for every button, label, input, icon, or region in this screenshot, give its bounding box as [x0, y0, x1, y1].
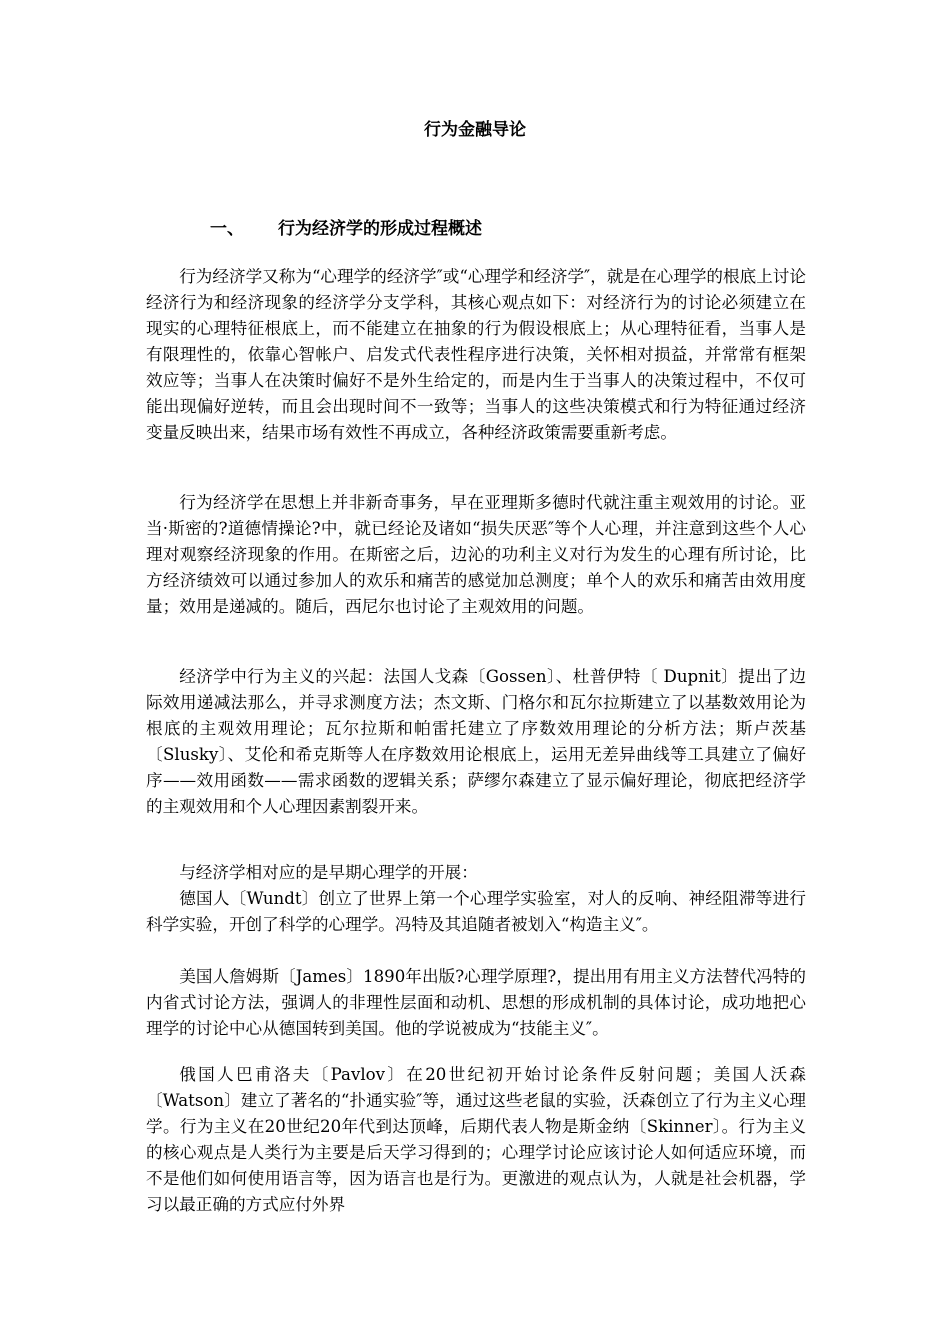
paragraph-psychology-intro: 与经济学相对应的是早期心理学的开展：	[179, 863, 478, 882]
section-number: 一、	[210, 219, 244, 239]
paragraph-pavlov: 俄国人巴甫洛夫〔Pavlov〕在20世纪初开始讨论条件反射问题；美国人沃森〔Watson〕建立了著名的“扑通实验″等，通过这些老鼠的实验，沃森创立了行为主义心理学。行为主义在20世纪20年代到达顶峰，后期代表人物是斯金纳〔Skinner〕。行为主义的核心观点是人类行为主要是后天学习得到的；心理学讨论应该讨论人如何适应环境，而不是他们如何使用语言等，因为语言也是行为。更激进的观点认为，人就是社会机器，学习以最正确的方式应付外界	[146, 1065, 806, 1214]
paragraph-definition: 行为经济学又称为“心理学的经济学″或“心理学和经济学″，就是在心理学的根底上讨论经济行为和经济现象的经济学分支学科，其核心观点如下：对经济行为的讨论必须建立在现实的心理特征根底上，而不能建立在抽象的行为假设根底上；从心理特征看，当事人是有限理性的，依靠心智帐户、启发式代表性程序进行决策，关怀相对损益，并常常有框架效应等；当事人在决策时偏好不是外生给定的，而是内生于当事人的决策过程中，不仅可能出现偏好逆转，而且会出现时间不一致等；当事人的这些决策模式和行为特征通过经济变量反映出来，结果市场有效性不再成立，各种经济政策需要重新考虑。	[146, 267, 806, 442]
paragraph-james: 美国人詹姆斯〔James〕1890年出版?心理学原理?，提出用有用主义方法替代冯特的内省式讨论方法，强调人的非理性层面和动机、思想的形成机制的具体讨论，成功地把心理学的讨论中心从德国转到美国。他的学说被成为“技能主义″。	[146, 967, 806, 1038]
paragraph-history: 行为经济学在思想上并非新奇事务，早在亚理斯多德时代就注重主观效用的讨论。亚当·斯密的?道德情操论?中，就已经论及诸如“损失厌恶″等个人心理，并注意到这些个人心理对观察经济现象的作用。在斯密之后，边沁的功利主义对行为发生的心理有所讨论，比方经济绩效可以通过参加人的欢乐和痛苦的感觉加总测度；单个人的欢乐和痛苦由效用度量；效用是递减的。随后，西尼尔也讨论了主观效用的问题。	[146, 493, 806, 616]
document-title: 行为金融导论	[424, 120, 526, 140]
paragraph-behaviorism-rise: 经济学中行为主义的兴起：法国人戈森〔Gossen〕、杜普伊特〔 Dupnit〕提出了边际效用递减法那么，并寻求测度方法；杰文斯、门格尔和瓦尔拉斯建立了以基数效用论为根底的主观效用理论；瓦尔拉斯和帕雷托建立了序数效用理论的分析方法；斯卢茨基〔Slusky〕、艾伦和希克斯等人在序数效用论根底上，运用无差异曲线等工具建立了偏好序——效用函数——需求函数的逻辑关系；萨缪尔森建立了显示偏好理论，彻底把经济学的主观效用和个人心理因素割裂开来。	[146, 667, 806, 816]
section-heading	[210, 216, 482, 242]
section-title: 行为经济学的形成过程概述	[278, 219, 482, 239]
paragraph-wundt: 德国人〔Wundt〕创立了世界上第一个心理学实验室，对人的反响、神经阻滞等进行科学实验，开创了科学的心理学。冯特及其追随者被划入“构造主义″。	[146, 889, 806, 934]
